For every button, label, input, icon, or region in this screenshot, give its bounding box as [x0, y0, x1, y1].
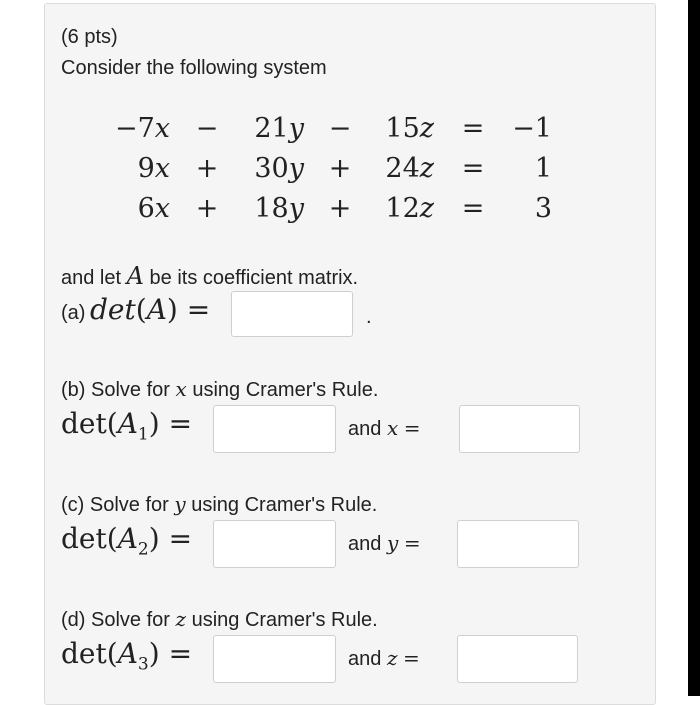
eq1-equals: = — [461, 113, 485, 144]
x-value-input[interactable] — [459, 405, 580, 453]
eq3-equals: = — [461, 193, 485, 224]
part-c-and-y-label: and y = — [348, 531, 421, 555]
eq2-term-x: 9x — [137, 153, 170, 184]
det-a3-expression: $\det(A_3)$ = — [61, 637, 193, 675]
part-a-period: . — [366, 306, 372, 328]
window-edge — [688, 0, 700, 696]
question-card — [44, 3, 656, 705]
part-b-heading: (b) Solve for x using Cramer's Rule. — [61, 377, 379, 401]
intro-text: Consider the following system — [61, 57, 327, 79]
part-b-and-x-label: and x = — [348, 416, 421, 440]
y-value-input[interactable] — [457, 520, 579, 568]
det-a3-input[interactable] — [213, 635, 336, 683]
det-a1-input[interactable] — [213, 405, 336, 453]
part-d-heading: (d) Solve for z using Cramer's Rule. — [61, 607, 378, 631]
det-a1-expression: $\det(A_1)$ = — [61, 407, 193, 445]
eq2-rhs: 1 — [534, 153, 552, 184]
points-label: (6 pts) — [61, 26, 118, 48]
z-value-input[interactable] — [457, 635, 578, 683]
eq1-rhs: −1 — [512, 113, 552, 144]
part-c-heading: (c) Solve for y using Cramer's Rule. — [61, 492, 378, 516]
part-a-expression: det(A) = — [90, 293, 211, 326]
eq2-term-y: 30y — [254, 153, 304, 184]
coefficient-matrix-text: and let A be its coefficient matrix. — [61, 262, 359, 290]
det-a2-input[interactable] — [213, 520, 336, 568]
eq3-op1: + — [195, 193, 219, 224]
det-a-input[interactable] — [231, 291, 353, 337]
eq1-term-x: −7x — [114, 113, 170, 144]
eq1-op1: − — [195, 113, 219, 144]
eq1-term-y: 21y — [254, 113, 304, 144]
eq1-op2: − — [328, 113, 352, 144]
eq2-term-z: 24z — [385, 153, 434, 184]
eq3-op2: + — [328, 193, 352, 224]
eq2-op2: + — [328, 153, 352, 184]
eq3-term-x: 6x — [137, 193, 170, 224]
part-a-label: (a) — [61, 302, 86, 324]
part-d-and-z-label: and z = — [348, 646, 420, 670]
eq3-rhs: 3 — [534, 193, 552, 224]
det-a2-expression: $\det(A_2)$ = — [61, 522, 193, 560]
eq1-term-z: 15z — [385, 113, 434, 144]
eq2-op1: + — [195, 153, 219, 184]
eq3-term-z: 12z — [385, 193, 434, 224]
eq3-term-y: 18y — [254, 193, 304, 224]
eq2-equals: = — [461, 153, 485, 184]
